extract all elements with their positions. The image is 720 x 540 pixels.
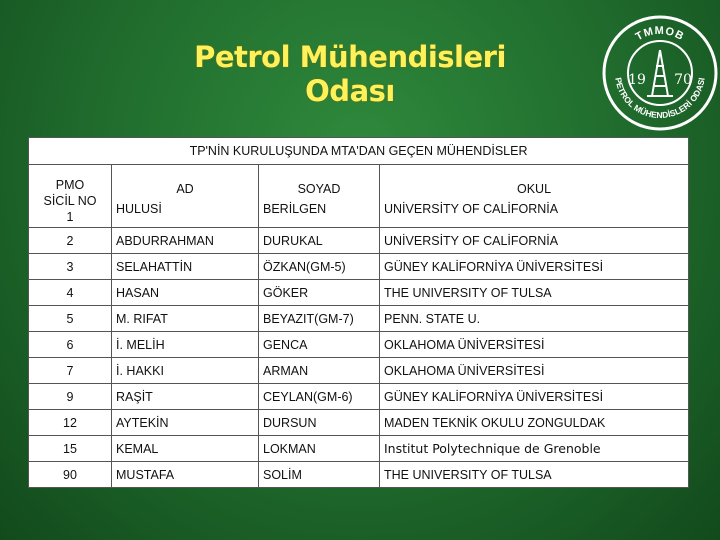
cell-soyad: LOKMAN (259, 436, 380, 462)
derrick-icon (647, 50, 673, 96)
cell-no: 5 (29, 306, 112, 332)
table-row (29, 436, 689, 462)
cell-ad: RAŞİT (112, 384, 259, 410)
table-row (29, 228, 689, 254)
cell-ad: M. RIFAT (112, 306, 259, 332)
table-row (29, 280, 689, 306)
cell-soyad: BEYAZIT(GM-7) (259, 306, 380, 332)
cell-okul: OKLAHOMA ÜNİVERSİTESİ (380, 332, 689, 358)
page-title: Petrol Mühendisleri Odası (194, 40, 506, 108)
cell-ad: MUSTAFA (112, 462, 259, 488)
cell-okul: THE UNIVERSITY OF TULSA (380, 280, 689, 306)
engineers-table-container (28, 137, 688, 488)
cell-okul: UNİVERSİTY OF CALİFORNİA (380, 228, 689, 254)
header-okul (380, 165, 689, 228)
table-row (29, 358, 689, 384)
table-caption: TP'NİN KURULUŞUNDA MTA'DAN GEÇEN MÜHENDİSLER (29, 138, 689, 165)
header-okul-label: OKUL (517, 182, 552, 196)
table-row (29, 332, 689, 358)
cell-okul: OKLAHOMA ÜNİVERSİTESİ (380, 358, 689, 384)
logo-bottom-text: PETROL MÜHENDİSLERİ ODASI (613, 76, 707, 121)
cell-no: 90 (29, 462, 112, 488)
cell-soyad: DURUKAL (259, 228, 380, 254)
cell-no: 9 (29, 384, 112, 410)
cell-soyad: GÖKER (259, 280, 380, 306)
header-ad (112, 165, 259, 228)
cell-okul: GÜNEY KALİFORNİYA ÜNİVERSİTESİ (380, 254, 689, 280)
header-soyad-label: SOYAD (297, 182, 341, 196)
header-no-line2: SİCİL NO (43, 194, 97, 208)
cell-no: 2 (29, 228, 112, 254)
cell-okul: MADEN TEKNİK OKULU ZONGULDAK (380, 410, 689, 436)
table-row (29, 384, 689, 410)
cell-soyad: CEYLAN(GM-6) (259, 384, 380, 410)
cell-no: 4 (29, 280, 112, 306)
header-no-line1: PMO (55, 178, 85, 192)
table-row (29, 410, 689, 436)
cell-no: 15 (29, 436, 112, 462)
cell-no: 7 (29, 358, 112, 384)
header-ad-label: AD (176, 182, 194, 196)
cell-okul: Institut Polytechnique de Grenoble (380, 436, 689, 462)
cell-no: 12 (29, 410, 112, 436)
cell-okul: GÜNEY KALİFORNİYA ÜNİVERSİTESİ (380, 384, 689, 410)
cell-ad: SELAHATTİN (112, 254, 259, 280)
table-header-row (29, 165, 689, 228)
header-sicil-no (29, 165, 112, 228)
row-okul: UNİVERSİTY OF CALİFORNİA (384, 202, 559, 216)
cell-no: 3 (29, 254, 112, 280)
cell-ad: HASAN (112, 280, 259, 306)
cell-soyad: ARMAN (259, 358, 380, 384)
table-row (29, 306, 689, 332)
logo-year-left: 19 (628, 72, 646, 88)
cell-soyad: SOLİM (259, 462, 380, 488)
cell-ad: KEMAL (112, 436, 259, 462)
cell-no: 6 (29, 332, 112, 358)
table-row (29, 462, 689, 488)
row-soyad: BERİLGEN (263, 202, 327, 216)
header-soyad (259, 165, 380, 228)
logo-top-text: TMMOB (633, 24, 687, 44)
table-row (29, 254, 689, 280)
cell-soyad: GENCA (259, 332, 380, 358)
cell-ad: ABDURRAHMAN (112, 228, 259, 254)
logo-year-right: 70 (674, 72, 692, 88)
row-ad: HULUSİ (116, 202, 162, 216)
cell-okul: PENN. STATE U. (380, 306, 689, 332)
cell-ad: İ. HAKKI (112, 358, 259, 384)
cell-ad: İ. MELİH (112, 332, 259, 358)
tmmob-logo (601, 14, 719, 132)
cell-soyad: DURSUN (259, 410, 380, 436)
cell-okul: THE UNIVERSITY OF TULSA (380, 462, 689, 488)
cell-soyad: ÖZKAN(GM-5) (259, 254, 380, 280)
row-no: 1 (66, 210, 74, 224)
engineers-table (28, 137, 689, 488)
cell-ad: AYTEKİN (112, 410, 259, 436)
